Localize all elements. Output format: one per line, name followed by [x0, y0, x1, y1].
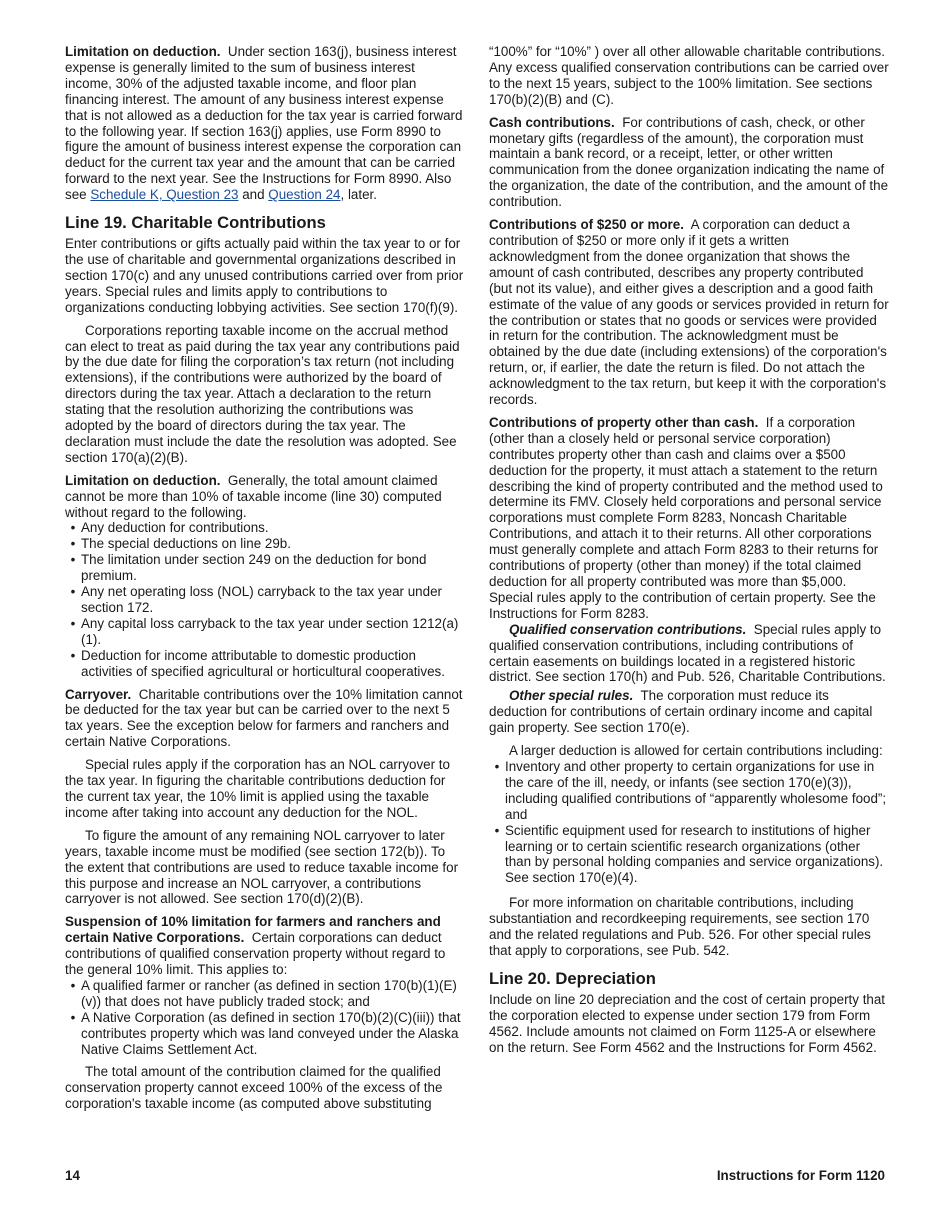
paragraph-nol-carryover: Special rules apply if the corporation has an NOL carryover to the tax year. In figuring the charitable contributions deduction for the current tax year, the 10% limit is applied using the taxable income after taking into account any deduction for the NOL. — [65, 757, 450, 820]
page-number: 14 — [65, 1168, 80, 1183]
paragraph-depreciation: Include on line 20 depreciation and the cost of certain property that the corporation elected to expense under section 179 from Form 4562. Include amounts not claimed on Form 1125-A or elsewhere on the return. See Form 4562 and the Instructions for Form 4562. — [489, 991, 886, 1055]
paragraph-larger-deduction: A larger deduction is allowed for certain contributions including: — [509, 743, 883, 759]
paragraph-more-information: For more information on charitable contributions, including substantiation and recordkeeping requirements, see section 170 and the related regulations and Pub. 526. For other special rules that apply to corporations, see Pub. 542. — [489, 895, 871, 958]
list-item: • The special deductions on line 29b. — [70, 536, 291, 552]
run-in-heading: Other special rules. — [509, 688, 634, 704]
paragraph-cash-contributions: Cash contributions. For contributions of cash, check, or other monetary gifts (regardless of the amount), the corporation must maintain a bank record, or a receipt, letter, or other written communication from the donee organization indicating the name of the organization, the date of the contribution, and the amount of the contribution. — [489, 114, 889, 210]
paragraph-other-special-rules: Other special rules. The corporation must reduce its deduction for contributions of certain ordinary income and capital gain property. See section 170(e). — [489, 688, 873, 736]
run-in-heading: Contributions of property other than cash. — [489, 414, 759, 430]
list-item: • Inventory and other property to certain organizations for use in the care of the ill, needy, or infants (see section 170(e)(3)), including qualified contributions of “apparently wholesome food”; and — [494, 758, 887, 822]
list-item: • Any capital loss carryback to the tax year under section 1212(a)(1). — [70, 615, 459, 647]
left-column — [65, 44, 465, 1119]
list-item: • Deduction for income attributable to domestic production activities of specified agricultural or horticultural cooperatives. — [70, 647, 445, 679]
paragraph-property-other-than-cash: Contributions of property other than cash. If a corporation (other than a closely held or personal service corporation) contributes property other than cash and claims over a $500 deduction for the property, it must attach a statement to the return describing the kind of property contributed and the method used to determine its FMV. Closely held corporations and personal service corporations must complete Form 8283, Noncash Charitable Contributions, and attach it to their returns. All other corporations must generally complete and attach Form 8283 to their returns for contributions of property (other than money) if the total claimed deduction for all property contributed was more than $5,000. Special rules apply to the contribution of certain property. See the Instructions for Form 8283. — [489, 414, 883, 621]
right-column — [489, 44, 889, 1062]
question-24-link[interactable]: Question 24 — [268, 187, 341, 203]
run-in-heading: Limitation on deduction. — [65, 44, 221, 59]
list-item: • A Native Corporation (as defined in section 170(b)(2)(C)(iii)) that contributes property which was land conveyed under the Alaska Native Claims Settlement Act. — [70, 1009, 461, 1057]
line-20-heading: Line 20. Depreciation — [489, 968, 656, 988]
limitation-bullet-list — [65, 520, 465, 679]
paragraph-suspension-of-limitation: Suspension of 10% limitation for farmers and ranchers and certain Native Corporations. Certain corporations can deduct contributions of qualified conservation property without regard to the general 10% limit. This applies to: — [65, 914, 446, 978]
paragraph-qualified-conservation: Qualified conservation contributions. Special rules apply to qualified conservation contributions, including contributions of certain easements on buildings located in a registered historic district. See section 170(h) and Pub. 526, Charitable Contributions. — [489, 621, 886, 685]
larger-deduction-bullet-list — [489, 759, 889, 886]
list-item: • Scientific equipment used for research to institutions of higher learning or to certain scientific research organizations (other than by personal holding companies and service organizations). See section 170(e)(4). — [494, 822, 884, 886]
list-item: • Any deduction for contributions. — [70, 520, 269, 536]
run-in-heading: Suspension of 10% limitation for farmers and ranchers and certain Native Corporations. — [65, 914, 441, 946]
paragraph-continued-carryover: “100%” for “10%” ) over all other allowable charitable contributions. Any excess qualified conservation contributions can be carried over to the next 15 years, subject to the 100% limitation. See sections 170(b)(2)(B) and (C). — [489, 44, 889, 107]
run-in-heading: Qualified conservation contributions. — [509, 621, 747, 637]
run-in-heading: Carryover. — [65, 686, 132, 702]
line-19-heading: Line 19. Charitable Contributions — [65, 213, 326, 233]
paragraph-limitation-on-deduction: Limitation on deduction. Generally, the total amount claimed cannot be more than 10% of taxable income (line 30) computed without regard to the following. — [65, 472, 442, 520]
paragraph-business-interest-limitation: Limitation on deduction. Under section 163(j), business interest expense is generally limited to the sum of business interest income, 30% of the adjusted taxable income, and floor plan financing interest. The amount of any business interest expense that is not allowed as a deduction for the tax year is carried forward to the following year. If section 163(j) applies, use Form 8990 to figure the amount of business interest expense the corporation can deduct for the current tax year and the amount that can be carried forward to the next year. See the Instructions for Form 8990. Also see Schedule K, Question 23 and Question 24, later. — [65, 44, 463, 203]
paragraph-contributions-250: Contributions of $250 or more. A corporation can deduct a contribution of $250 or more only if it gets a written acknowledgment from the donee organization that shows the amount of cash contributed, describes any property contributed (but not its value), and either gives a description and a good faith estimate of the value of any goods or services provided in return for the contribution or states that no goods or services were provided in return for the contribution. The acknowledgment must be obtained by the due date (including extensions) of the corporation's return, or, if earlier, the date the return is filed. Do not attach the acknowledgment to the tax return, but keep it with the corporation's records. — [489, 217, 889, 408]
run-in-heading: Cash contributions. — [489, 114, 615, 130]
paragraph-accrual-method: Corporations reporting taxable income on the accrual method can elect to treat as paid during the tax year any contributions paid by the due date for filing the corporation’s tax return (not including extensions), if the contributions were authorized by the board of directors during the tax year. Attach a declaration to the return stating that the resolution authorizing the contributions was adopted by the board of directors during the tax year. The declaration must include the date the resolution was adopted. See section 170(a)(2)(B). — [65, 322, 460, 465]
paragraph-remaining-nol: To figure the amount of any remaining NOL carryover to later years, taxable income must be modified (see section 172(b)). To the extent that contributions are used to reduce taxable income for this purpose and increase an NOL carryover, a contributions carryover is not allowed. See section 170(d)(2)(B). — [65, 827, 459, 907]
suspension-bullet-list — [65, 978, 465, 1058]
run-in-heading: Contributions of $250 or more. — [489, 217, 684, 233]
list-item: • A qualified farmer or rancher (as defined in section 170(b)(1)(E)(v)) that does not have publicly traded stock; and — [70, 977, 457, 1009]
paragraph-total-contribution: The total amount of the contribution claimed for the qualified conservation property cannot exceed 100% of the excess of the corporation's taxable income (as computed above substituting — [65, 1064, 443, 1112]
schedule-k-question-23-link[interactable]: Schedule K, Question 23 — [90, 187, 239, 203]
paragraph-carryover: Carryover. Charitable contributions over the 10% limitation cannot be deducted for the tax year but can be carried over to the next 5 tax years. See the exception below for farmers and ranchers and certain Native Corporations. — [65, 686, 463, 750]
list-item: • Any net operating loss (NOL) carryback to the tax year under section 172. — [70, 584, 442, 615]
form-title-footer: Instructions for Form 1120 — [716, 1168, 885, 1183]
list-item: • The limitation under section 249 on the deduction for bond premium. — [70, 552, 427, 584]
run-in-heading: Limitation on deduction. — [65, 472, 221, 488]
paragraph-enter-contributions: Enter contributions or gifts actually paid within the tax year to or for the use of charitable and governmental organizations described in section 170(c) and any unused contributions carried over from prior years. Special rules and limits apply to contributions to organizations conducting lobbying activities. See section 170(f)(9). — [65, 236, 464, 315]
